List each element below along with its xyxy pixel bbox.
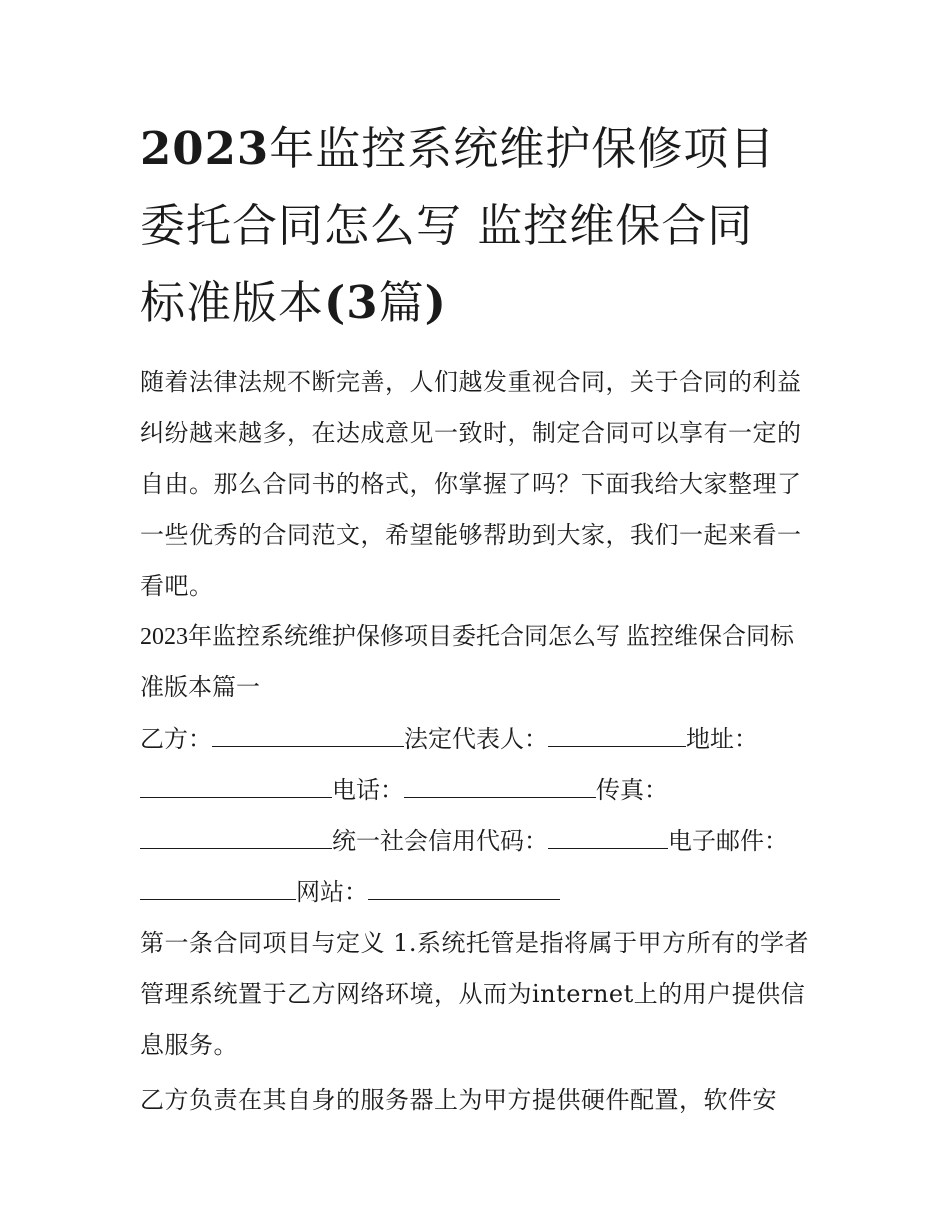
title-line-1: 2023年监控系统维护保修项目 bbox=[140, 122, 776, 175]
party-b-line-4 bbox=[140, 867, 812, 918]
title-line-2: 委托合同怎么写 监控维保合同 bbox=[140, 199, 754, 252]
party-b-name-blank[interactable] bbox=[212, 724, 404, 747]
party-b-line-2 bbox=[140, 765, 812, 816]
party-b-info bbox=[140, 714, 812, 918]
title-year: 2023 bbox=[140, 122, 270, 175]
website-label: 网站： bbox=[296, 878, 368, 906]
email-label: 电子邮件： bbox=[668, 827, 788, 855]
section-title: 2023年监控系统维护保修项目委托合同怎么写 监控维保合同标准版本篇一 bbox=[140, 624, 794, 701]
legal-rep-label: 法定代表人： bbox=[404, 725, 548, 753]
party-b-line-3 bbox=[140, 816, 812, 867]
email-blank[interactable] bbox=[140, 877, 296, 900]
phone-blank[interactable] bbox=[404, 775, 596, 798]
legal-rep-blank[interactable] bbox=[548, 724, 686, 747]
document-title bbox=[140, 110, 812, 341]
intro-paragraph: 随着法律法规不断完善，人们越发重视合同，关于合同的利益纠纷越来越多，在达成意见一致时，制定合同可以享有一定的自由。那么合同书的格式，你掌握了吗？下面我给大家整理了一些优秀的合同范文，希望能够帮助到大家，我们一起来看一看吧。 bbox=[140, 368, 802, 600]
fax-blank[interactable] bbox=[140, 826, 332, 849]
document-page bbox=[140, 110, 812, 1126]
party-b-label: 乙方： bbox=[140, 725, 212, 753]
clause-1-paragraph: 第一条合同项目与定义 1.系统托管是指将属于甲方所有的学者管理系统置于乙方网络环境，从而为internet上的用户提供信息服务。 bbox=[140, 929, 810, 1059]
fax-label: 传真： bbox=[596, 776, 668, 804]
title-line-3: 标准版本(3篇) bbox=[140, 276, 447, 329]
phone-label: 电话： bbox=[332, 776, 404, 804]
party-b-line-1 bbox=[140, 714, 812, 765]
address-blank[interactable] bbox=[140, 775, 332, 798]
credit-code-blank[interactable] bbox=[548, 826, 668, 849]
clause-2-paragraph: 乙方负责在其自身的服务器上为甲方提供硬件配置，软件安 bbox=[140, 1086, 777, 1114]
credit-code-label: 统一社会信用代码： bbox=[332, 827, 548, 855]
website-blank[interactable] bbox=[368, 877, 560, 900]
address-label: 地址： bbox=[686, 725, 758, 753]
